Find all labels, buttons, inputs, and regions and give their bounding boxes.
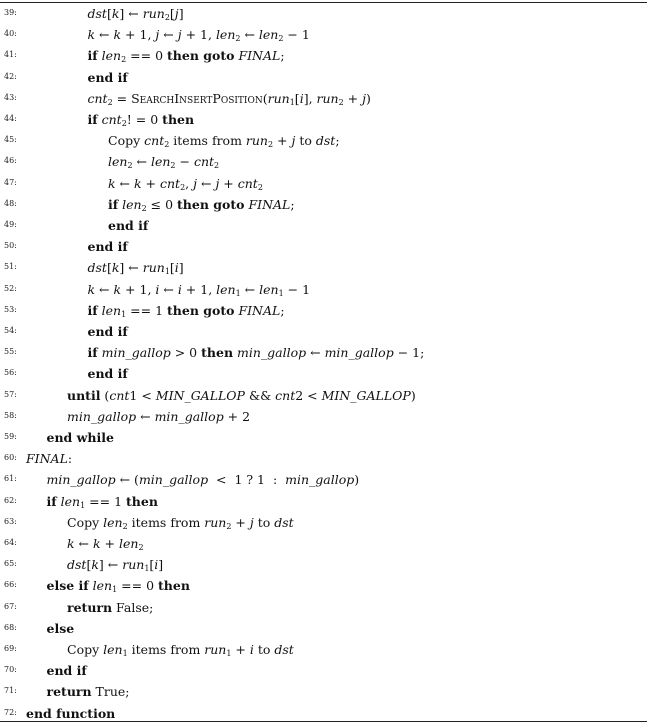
line-code: k ← k + 1, i ← i + 1, len$_1$ ← len$_1$ − 1 (87, 281, 311, 298)
line-number: 57: (4, 389, 17, 399)
algorithm-line (0, 660, 647, 681)
algorithm-line (0, 24, 647, 45)
line-code: min_gallop ← (min_gallop < 1 ? 1 : min_gallop) (46, 472, 360, 488)
line-number: 70: (4, 665, 17, 675)
line-code: end function (26, 705, 116, 721)
algorithm-line (0, 279, 647, 300)
algorithm-line (0, 385, 647, 406)
line-number: 45: (4, 135, 17, 145)
algorithm-line (0, 257, 647, 278)
line-number: 63: (4, 516, 17, 526)
line-number: 65: (4, 559, 17, 569)
line-code: cnt$_2$ = SearchInsertPosition(run$_1$[i], run$_2$ + j) (87, 90, 371, 107)
algorithm-line (0, 67, 647, 88)
line-code: Copy len$_2$ items from run$_2$ + j to dst (67, 514, 294, 531)
line-number: 43: (4, 92, 17, 102)
algorithm-line (0, 618, 647, 639)
line-code: end if (87, 324, 128, 339)
line-number: 59: (4, 432, 17, 441)
line-code: else if len$_1$ == 0 then (46, 578, 190, 595)
algorithm-line (0, 491, 647, 512)
line-number: 60: (4, 453, 17, 463)
line-number: 49: (4, 220, 17, 229)
line-number: 40: (4, 29, 17, 39)
line-code: min_gallop ← min_gallop + 2 (67, 408, 251, 424)
algorithm-line (0, 342, 647, 363)
line-number: 68: (4, 622, 17, 632)
line-code: until (cnt1 < MIN_GALLOP && cnt2 < MIN_GALLOP) (67, 387, 416, 403)
line-number: 39: (4, 8, 17, 17)
algorithm-line (0, 597, 647, 618)
bottom-rule (0, 721, 647, 722)
line-code: FINAL: (26, 451, 73, 467)
algorithm-line (0, 215, 647, 236)
algorithm-line (0, 681, 647, 702)
line-number: 72: (4, 707, 17, 717)
algorithm-line (0, 448, 647, 469)
line-code: Copy len$_1$ items from run$_1$ + i to dst (67, 642, 294, 658)
algorithm-line (0, 575, 647, 596)
line-number: 55: (4, 347, 17, 357)
line-code: if min_gallop > 0 then min_gallop ← min_gallop − 1; (87, 345, 425, 361)
algorithm-line (0, 639, 647, 660)
algorithm-line (0, 363, 647, 384)
algorithm-line (0, 109, 647, 130)
algorithm-line (0, 3, 647, 24)
line-code: k ← k + len$_2$ (67, 536, 144, 552)
line-code: if len$_2$ ≤ 0 then goto FINAL; (108, 196, 295, 213)
line-number: 56: (4, 368, 17, 378)
line-code: return True; (46, 684, 130, 700)
algorithm-line (0, 130, 647, 151)
line-code: end if (46, 663, 87, 679)
line-code: k ← k + 1, j ← j + 1, len$_2$ ← len$_2$ − 1 (87, 27, 310, 44)
algorithm-line (0, 194, 647, 215)
line-code: dst[k] ← run$_2$[j] (87, 6, 184, 22)
line-number: 64: (4, 538, 17, 547)
line-number: 62: (4, 495, 17, 505)
algorithm-line (0, 321, 647, 342)
algorithm-line (0, 300, 647, 321)
line-number: 58: (4, 410, 17, 420)
line-number: 52: (4, 283, 17, 293)
line-code: len$_2$ ← len$_2$ − cnt$_2$ (108, 154, 220, 171)
line-number: 53: (4, 304, 17, 314)
line-number: 66: (4, 580, 17, 590)
line-code: k ← k + cnt$_2$, j ← j + cnt$_2$ (108, 175, 263, 192)
line-number: 69: (4, 644, 17, 653)
line-code: dst[k] ← run$_1$[i] (87, 260, 184, 277)
algorithm-line (0, 554, 647, 575)
line-number: 47: (4, 177, 17, 187)
line-number: 50: (4, 241, 17, 251)
algorithm-line (0, 151, 647, 172)
line-number: 41: (4, 50, 17, 60)
line-code: end if (108, 218, 149, 233)
line-code: return False; (67, 599, 154, 615)
line-code: if len$_1$ == 1 then (46, 493, 158, 510)
line-number: 42: (4, 71, 17, 81)
line-number: 44: (4, 114, 17, 123)
line-code: if cnt$_2$! = 0 then (87, 112, 195, 128)
line-code: else (46, 620, 75, 636)
algorithm-line (0, 427, 647, 448)
algorithm-line (0, 406, 647, 427)
algorithm-line (0, 236, 647, 257)
line-code: if len$_2$ == 0 then goto FINAL; (87, 48, 285, 65)
algorithm-line (0, 45, 647, 66)
line-code: end while (46, 430, 114, 445)
line-number: 51: (4, 262, 17, 272)
algorithm-line (0, 173, 647, 194)
line-number: 61: (4, 474, 17, 484)
line-code: dst[k] ← run$_1$[i] (67, 557, 164, 574)
line-number: 46: (4, 156, 17, 166)
algorithm-line (0, 469, 647, 490)
algorithm-line (0, 512, 647, 533)
line-code: if len$_1$ == 1 then goto FINAL; (87, 302, 285, 319)
line-number: 54: (4, 326, 17, 335)
algorithm-line (0, 88, 647, 109)
line-code: end if (87, 69, 128, 85)
line-code: end if (87, 239, 128, 255)
line-number: 71: (4, 686, 17, 696)
line-number: 48: (4, 198, 17, 208)
line-code: Copy cnt$_2$ items from run$_2$ + j to dst; (108, 133, 340, 150)
algorithm-line (0, 533, 647, 554)
line-code: end if (87, 366, 128, 382)
line-number: 67: (4, 601, 17, 611)
